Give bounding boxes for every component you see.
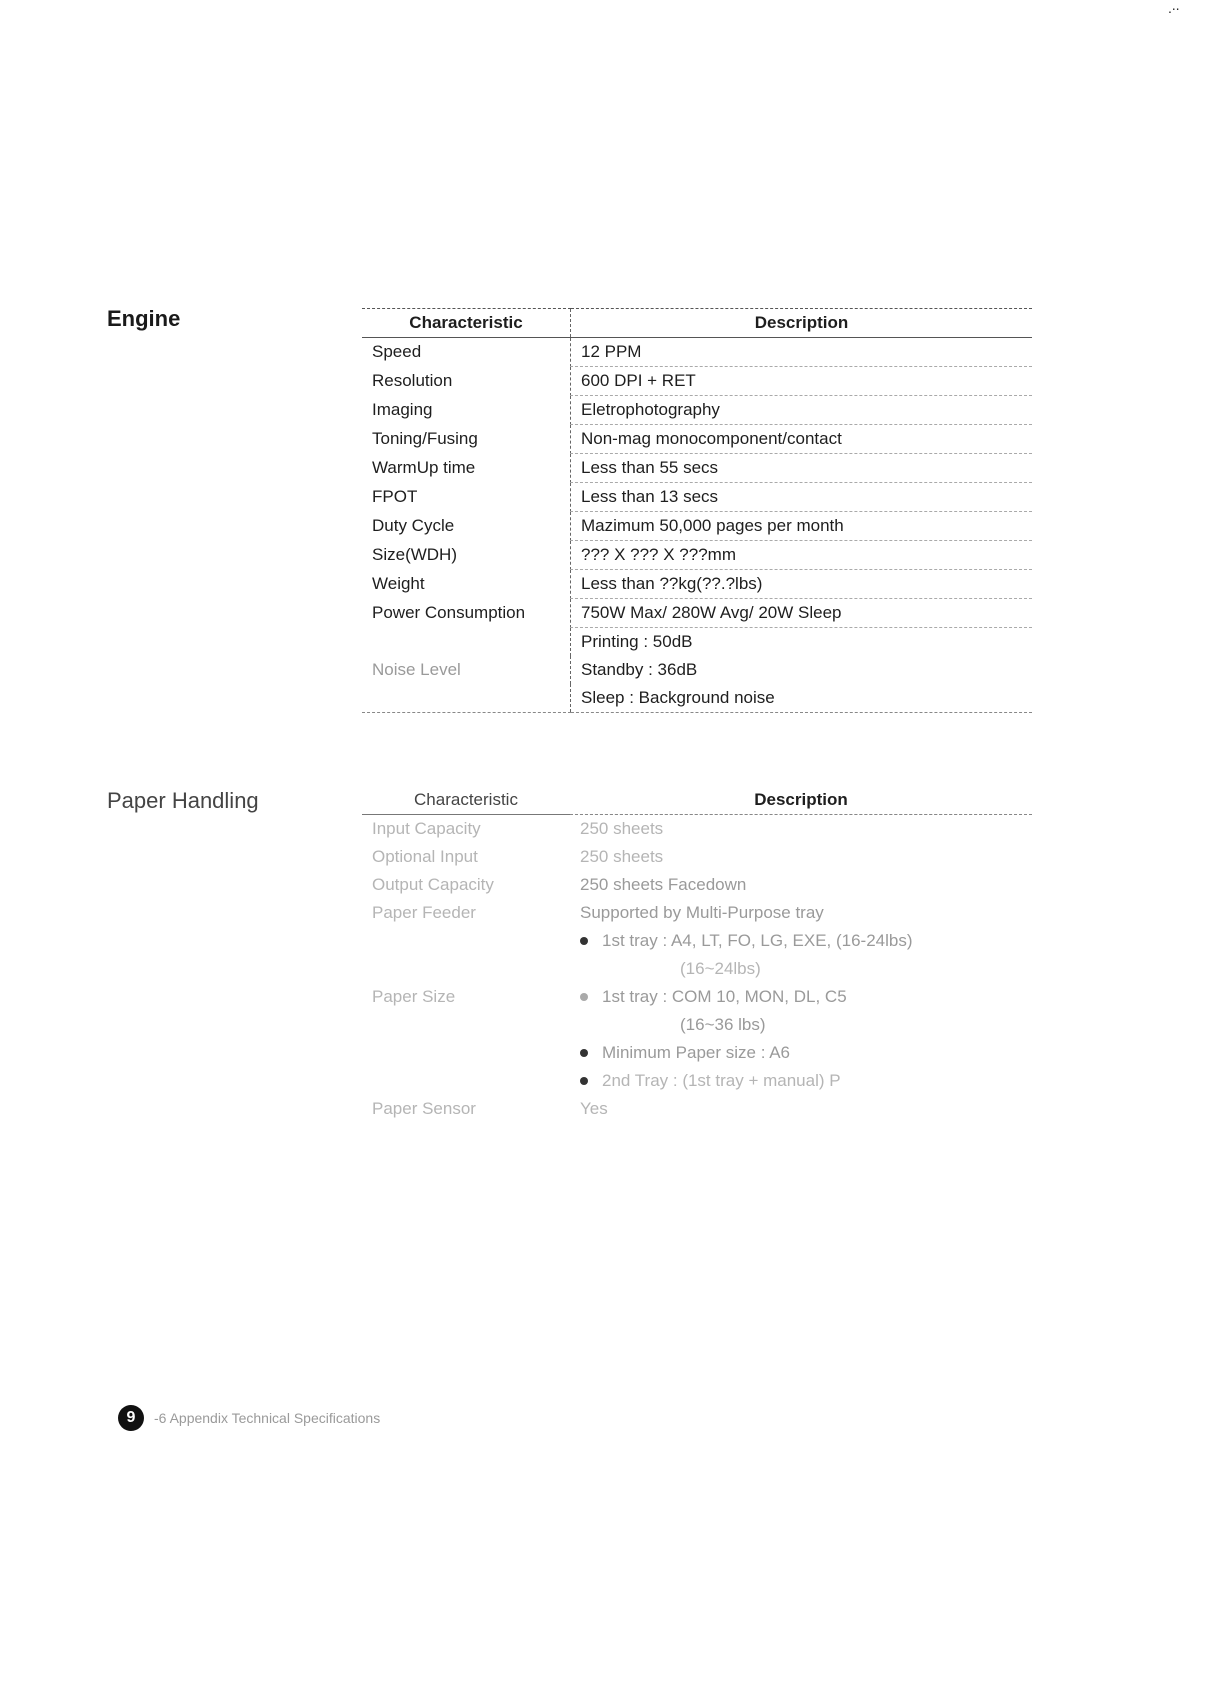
- table-row: [362, 684, 1032, 713]
- table-row: [362, 367, 1032, 396]
- row-description: 250 sheets: [580, 818, 664, 838]
- table-row: [362, 843, 1032, 871]
- row-description: Less than 13 secs: [571, 483, 1033, 512]
- paper-size-text: 2nd Tray : (1st tray + manual) P: [602, 1070, 841, 1090]
- noise-level-label: [362, 628, 571, 657]
- row-characteristic: [362, 1039, 570, 1067]
- row-characteristic: [362, 1067, 570, 1095]
- table-row: [362, 454, 1032, 483]
- row-description: ??? X ??? X ???mm: [571, 541, 1033, 570]
- row-characteristic: Power Consumption: [372, 602, 526, 622]
- table-row: [362, 512, 1032, 541]
- row-characteristic: [362, 955, 570, 983]
- paper-size-label: Paper Size: [372, 986, 456, 1006]
- table-row: [362, 541, 1032, 570]
- row-characteristic: Input Capacity: [372, 818, 481, 838]
- paper-size-line: (16~24lbs): [680, 958, 761, 978]
- table-row: [362, 425, 1032, 454]
- noise-sleep: Sleep : Background noise: [571, 684, 1033, 713]
- noise-standby: Standby : 36dB: [571, 656, 1033, 684]
- bullet-icon: [580, 1049, 588, 1057]
- row-characteristic: Duty Cycle: [372, 515, 455, 535]
- footer-text: -6 Appendix Technical Specifications: [154, 1410, 381, 1426]
- row-characteristic: Resolution: [372, 370, 453, 390]
- row-characteristic: [362, 1011, 570, 1039]
- table-row: [362, 656, 1032, 684]
- noise-printing: Printing : 50dB: [571, 628, 1033, 657]
- row-description: Mazimum 50,000 pages per month: [571, 512, 1033, 541]
- engine-spec-table: [362, 308, 1032, 713]
- row-description: Eletrophotography: [571, 396, 1033, 425]
- table-row: [362, 899, 1032, 927]
- row-characteristic: [362, 684, 571, 713]
- paper-size-text: 1st tray : COM 10, MON, DL, C5: [602, 986, 847, 1006]
- paper-size-text: Minimum Paper size : A6: [602, 1042, 791, 1062]
- row-description: Less than 55 secs: [571, 454, 1033, 483]
- bullet-icon: [580, 993, 588, 1001]
- row-characteristic: WarmUp time: [372, 457, 476, 477]
- paper-section-title: Paper Handling: [107, 788, 259, 813]
- row-characteristic: Speed: [372, 341, 422, 361]
- row-description: 12 PPM: [571, 338, 1033, 367]
- table-row: [362, 1067, 1032, 1095]
- row-characteristic: Toning/Fusing: [372, 428, 478, 448]
- paper-size-line: [570, 1067, 1032, 1095]
- row-characteristic: Output Capacity: [372, 874, 494, 894]
- table-row: [362, 338, 1032, 367]
- row-characteristic: [362, 927, 570, 955]
- paper-size-line: [570, 927, 1032, 955]
- table-row: [362, 871, 1032, 899]
- corner-mark: .∙∙: [1168, 0, 1180, 16]
- table-row: [362, 599, 1032, 628]
- row-description: 750W Max/ 280W Avg/ 20W Sleep: [571, 599, 1033, 628]
- table-row: [362, 815, 1032, 844]
- paper-spec-table: [362, 786, 1032, 1123]
- noise-level-label: Noise Level: [372, 659, 461, 679]
- table-row: [362, 1039, 1032, 1067]
- row-characteristic: Paper Feeder: [372, 902, 476, 922]
- table-row: [362, 955, 1032, 983]
- engine-header-description: Description: [571, 309, 1033, 338]
- table-row: [362, 628, 1032, 657]
- bullet-icon: [580, 1077, 588, 1085]
- row-characteristic: Optional Input: [372, 846, 478, 866]
- table-row: [362, 927, 1032, 955]
- row-characteristic: Paper Sensor: [372, 1098, 476, 1118]
- row-description: 600 DPI + RET: [571, 367, 1033, 396]
- engine-header-characteristic: Characteristic: [362, 309, 571, 338]
- table-row: [362, 1011, 1032, 1039]
- paper-size-line: (16~36 lbs): [680, 1014, 766, 1034]
- row-description: 250 sheets: [580, 846, 664, 866]
- paper-size-line: [570, 983, 1032, 1011]
- table-row: [362, 396, 1032, 425]
- page-footer: [118, 1405, 380, 1431]
- row-characteristic: Size(WDH): [372, 544, 457, 564]
- row-description: Less than ??kg(??.?lbs): [571, 570, 1033, 599]
- bullet-icon: [580, 937, 588, 945]
- row-characteristic: Imaging: [372, 399, 433, 419]
- paper-size-text: 1st tray : A4, LT, FO, LG, EXE, (16-24lbs): [602, 930, 913, 950]
- row-description: 250 sheets Facedown: [580, 874, 747, 894]
- table-row: [362, 483, 1032, 512]
- table-row: [362, 1095, 1032, 1123]
- row-description: Yes: [580, 1098, 608, 1118]
- chapter-badge: 9: [118, 1405, 144, 1431]
- row-description: Non-mag monocomponent/contact: [571, 425, 1033, 454]
- paper-header-description: Description: [570, 786, 1032, 815]
- engine-section-title: Engine: [107, 306, 181, 331]
- paper-size-line: [570, 1039, 1032, 1067]
- table-row: [362, 983, 1032, 1011]
- paper-header-characteristic: Characteristic: [362, 786, 570, 815]
- row-characteristic: FPOT: [372, 486, 418, 506]
- row-characteristic: Weight: [372, 573, 425, 593]
- table-row: [362, 570, 1032, 599]
- row-description: Supported by Multi-Purpose tray: [580, 902, 824, 922]
